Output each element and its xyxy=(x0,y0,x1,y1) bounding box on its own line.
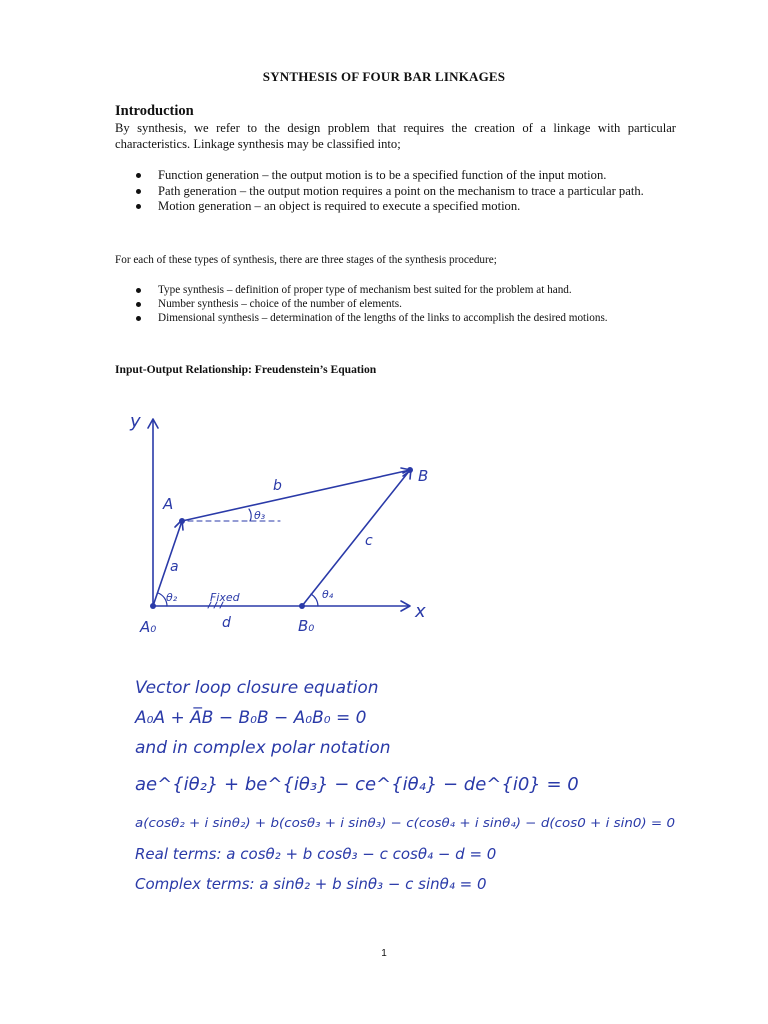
intro-paragraph: By synthesis, we refer to the design problem that requires the creation of a linkage with particular characteristics. Linkage synthesis may be classified into; xyxy=(115,121,676,151)
joint-a xyxy=(179,518,185,524)
theta2-label: θ₂ xyxy=(166,591,178,604)
x-axis-label: x xyxy=(415,601,426,622)
intro-heading: Introduction xyxy=(115,103,194,119)
note-expanded-equation: a(cosθ₂ + i sinθ₂) + b(cosθ₃ + i sinθ₃) − c(cosθ₄ + i sinθ₄) − d(cos0 + i sin0) = 0 xyxy=(135,815,676,830)
stages-paragraph: For each of these types of synthesis, there are three stages of the synthesis procedure; xyxy=(115,254,497,266)
list-item: Motion generation – an object is required to execute a specified motion. xyxy=(115,199,676,215)
link-label-a: a xyxy=(170,559,179,575)
list-item: Dimensional synthesis – determination of the lengths of the links to accomplish the desired motions. xyxy=(115,311,676,325)
link-label-c: c xyxy=(365,533,373,549)
linkage-diagram xyxy=(110,395,680,915)
note-real-terms: Real terms: a cosθ₂ + b cosθ₃ − c cosθ₄ − d = 0 xyxy=(135,845,497,863)
note-vector-loop: Vector loop closure equation xyxy=(135,678,379,698)
y-axis-label: y xyxy=(130,411,141,432)
fixed-label: Fixed xyxy=(210,591,240,604)
theta4-label: θ₄ xyxy=(322,588,334,601)
four-bar-linkage-figure xyxy=(110,395,680,915)
list-item: Type synthesis – definition of proper type of mechanism best suited for the problem at hand. xyxy=(115,283,676,297)
joint-label-a0: A₀ xyxy=(140,618,157,636)
joint-b xyxy=(407,467,413,473)
note-exponential-equation: ae^{iθ₂} + be^{iθ₃} − ce^{iθ₄} − de^{i0} = 0 xyxy=(135,774,579,795)
note-complex-polar: and in complex polar notation xyxy=(135,738,391,758)
link-label-b: b xyxy=(273,478,282,494)
theta3-label: θ₃ xyxy=(254,509,266,522)
list-item: Number synthesis – choice of the number of elements. xyxy=(115,297,676,311)
note-loop-equation: A₀A + A̅B − B₀B − A₀B₀ = 0 xyxy=(135,708,367,728)
page-number: 1 xyxy=(381,948,387,959)
synthesis-stage-list xyxy=(115,283,676,325)
theta4-arc xyxy=(311,594,318,606)
synthesis-class-list xyxy=(115,168,676,215)
theta3-arc xyxy=(249,509,251,521)
joint-label-b0: B₀ xyxy=(298,617,315,635)
joint-label-a: A xyxy=(163,495,174,513)
list-item: Path generation – the output motion requires a point on the mechanism to trace a particular path. xyxy=(115,184,676,200)
document-title: SYNTHESIS OF FOUR BAR LINKAGES xyxy=(262,69,506,84)
joint-label-b: B xyxy=(418,467,429,485)
note-complex-terms: Complex terms: a sinθ₂ + b sinθ₃ − c sinθ₄ = 0 xyxy=(135,875,487,893)
list-item: Function generation – the output motion is to be a specified function of the input motion. xyxy=(115,168,676,184)
freudenstein-subheading: Input-Output Relationship: Freudenstein’s Equation xyxy=(115,363,377,376)
joint-b0 xyxy=(299,603,305,609)
joint-a0 xyxy=(150,603,156,609)
link-label-d: d xyxy=(222,615,231,631)
